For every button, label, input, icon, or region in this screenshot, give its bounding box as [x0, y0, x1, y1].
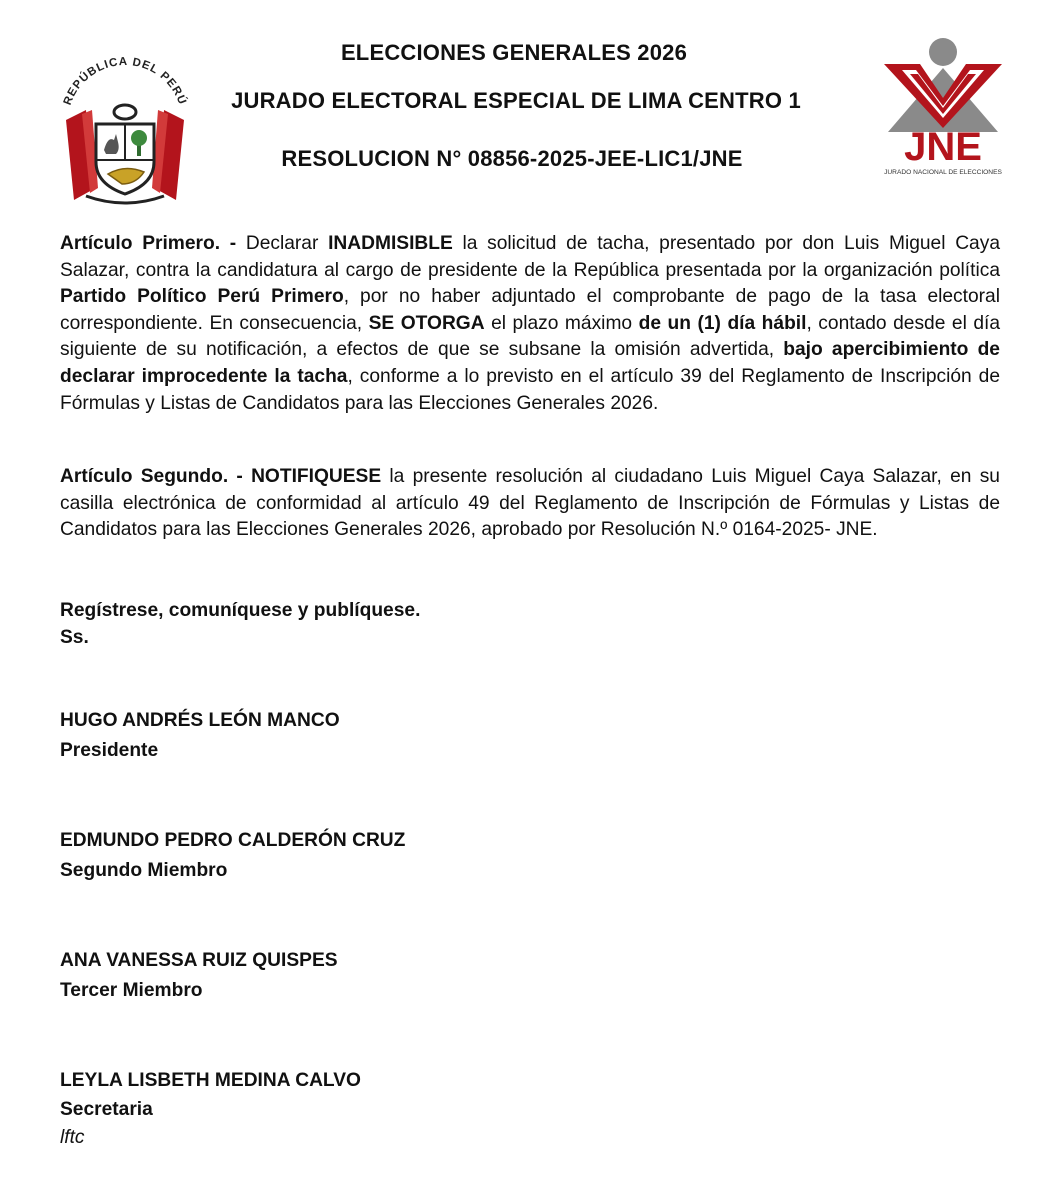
signatory-role: Segundo Miembro — [60, 860, 228, 881]
closing-formula: Regístrese, comuníquese y publíquese. — [60, 600, 421, 621]
jury-title: JURADO ELECTORAL ESPECIAL DE LIMA CENTRO 1 — [231, 88, 801, 113]
signatory-name: ANA VANESSA RUIZ QUISPES — [60, 950, 338, 971]
signatory-role: Tercer Miembro — [60, 980, 203, 1001]
signatory-name: EDMUNDO PEDRO CALDERÓN CRUZ — [60, 830, 406, 851]
peru-coat-of-arms-icon — [52, 50, 198, 206]
articulo-primero: Artículo Primero. - Declarar INADMISIBLE la solicitud de tacha, presentado por don Luis Miguel Caya Salazar, contra la candidatura al cargo de presidente de la República presentada por la organización política Partido Político Perú Primero, por no haber adjuntado el comprobante de pago de la tasa electoral correspondiente. En consecuencia, SE OTORGA el plazo máximo de un (1) día hábil, contado desde el día siguiente de su notificación, a efectos de que se subsane la omisión advertida, bajo apercibimiento de declarar improcedente la tacha, conforme a lo previsto en el artículo 39 del Reglamento de Inscripción de Fórmulas y Listas de Candidatos para las Elecciones Generales 2026. — [60, 233, 1001, 414]
articulo-segundo-label: Artículo Segundo. - — [60, 466, 243, 487]
svg-text:JNE: JNE — [904, 125, 982, 169]
svg-text:JURADO NACIONAL DE ELECCIONES: JURADO NACIONAL DE ELECCIONES — [884, 169, 1002, 176]
articulo-segundo: Artículo Segundo. - NOTIFIQUESE la presente resolución al ciudadano Luis Miguel Caya Salazar, en su casilla electrónica de conformidad al artículo 49 del Reglamento de Inscripción de Fórmulas y Listas de Candidatos para las Elecciones Generales 2026, aprobado por Resolución N.º 0164-2025- JNE. — [60, 466, 1000, 541]
signatory-name: LEYLA LISBETH MEDINA CALVO — [60, 1070, 361, 1091]
resolution-number: RESOLUCION N° 08856-2025-JEE-LIC1/JNE — [281, 146, 743, 171]
articulo-primero-label: Artículo Primero. - — [60, 233, 237, 254]
election-title: ELECCIONES GENERALES 2026 — [340, 40, 688, 65]
jne-logo-icon — [876, 36, 1010, 178]
svg-text:REPÚBLICA DEL PERÚ: REPÚBLICA DEL PERÚ — [61, 55, 189, 107]
signatory-role: Secretaria — [60, 1099, 153, 1120]
closing-ss: Ss. — [60, 627, 89, 648]
signatory-role: Presidente — [60, 740, 159, 761]
typist-initials: lftc — [60, 1127, 85, 1148]
signatory-name: HUGO ANDRÉS LEÓN MANCO — [60, 710, 340, 731]
